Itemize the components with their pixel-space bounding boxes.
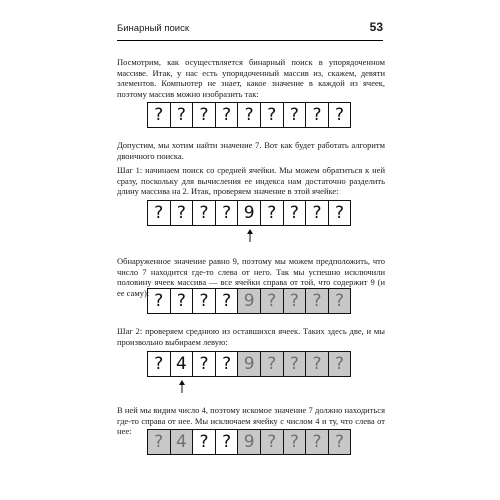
array-cell: ? [171,289,194,313]
array-cell: ? [284,352,307,376]
paragraph-intro: Посмотрим, как осуществляется бинарный поиск в упорядоченном массиве. Итак, у нас есть упорядоченный массив из, скажем, девяти элементов. Компьютер не знает, какое значение в каждой из ячеек, поэтому массив можно изобразить так: [117,57,385,99]
array-cell: ? [306,430,329,454]
array-cell: ? [171,103,194,127]
array-cell: ? [284,430,307,454]
array-cell: ? [148,103,171,127]
pointer-arrow-icon [178,380,186,393]
array-cell: ? [216,430,239,454]
page-header [117,20,383,41]
paragraph-eliminate-right: Обнаруженное значение равно 9, поэтому мы можем предположить, что число 7 находится где-то слева от него. Так мы успешно исключили половину ячеек массива — все ячейки справа от той, что содержит 9 (и ее саму): [117,256,385,298]
array-cell: ? [329,430,352,454]
array-cell: 4 [171,352,194,376]
array-cell: ? [148,352,171,376]
paragraph-step1: Шаг 1: начинаем поиск со средней ячейки. Мы можем обратиться к ней сразу, поскольку для вычисления ее индекса нам достаточно разделить длину массива на 2. Итак, проверяем значение в этой ячейке: [117,165,385,196]
array-cell: ? [306,289,329,313]
array-row-initial [147,102,351,128]
array-cell: ? [216,103,239,127]
array-cell: ? [148,430,171,454]
array-cell: ? [329,103,352,127]
array-cell: ? [261,201,284,225]
array-cell: ? [193,352,216,376]
array-cell: 9 [238,430,261,454]
array-cell: ? [306,352,329,376]
array-cell: ? [171,201,194,225]
array-cell: ? [329,201,352,225]
array-cell: ? [238,103,261,127]
array-cell: ? [193,103,216,127]
array-cell: ? [261,430,284,454]
array-row-step1 [147,200,351,226]
array-cell: ? [193,430,216,454]
array-cell: 4 [171,430,194,454]
array-cell: ? [261,289,284,313]
array-row-right-eliminated [147,288,351,314]
array-cell: ? [148,289,171,313]
array-cell: 9 [238,289,261,313]
array-cell: ? [284,289,307,313]
array-cell: ? [306,201,329,225]
array-cell: 9 [238,352,261,376]
page-number: 53 [369,20,383,34]
array-cell: ? [329,289,352,313]
running-title: Бинарный поиск [117,23,190,34]
pointer-arrow-icon [246,229,254,242]
array-cell: ? [329,352,352,376]
array-cell: ? [306,103,329,127]
array-cell: ? [193,289,216,313]
array-cell: ? [261,103,284,127]
paragraph-eliminate-left: В ней мы видим число 4, поэтому искомое значение 7 должно находиться где-то справа от нее. Мы исключаем ячейку с числом 4 и ту, что слева от нее: [117,405,385,436]
paragraph-goal: Допустим, мы хотим найти значение 7. Вот как будет работать алгоритм двоичного поиска. [117,140,385,161]
array-row-step2 [147,351,351,377]
array-cell: ? [216,352,239,376]
array-cell: ? [216,289,239,313]
array-cell: ? [284,103,307,127]
array-cell: ? [193,201,216,225]
array-cell: ? [261,352,284,376]
array-cell: ? [284,201,307,225]
array-row-left-eliminated [147,429,351,455]
array-cell: ? [148,201,171,225]
array-cell: 9 [238,201,261,225]
paragraph-step2: Шаг 2: проверяем среднюю из оставшихся ячеек. Таких здесь две, и мы произвольно выбираем левую: [117,326,385,347]
array-cell: ? [216,201,239,225]
